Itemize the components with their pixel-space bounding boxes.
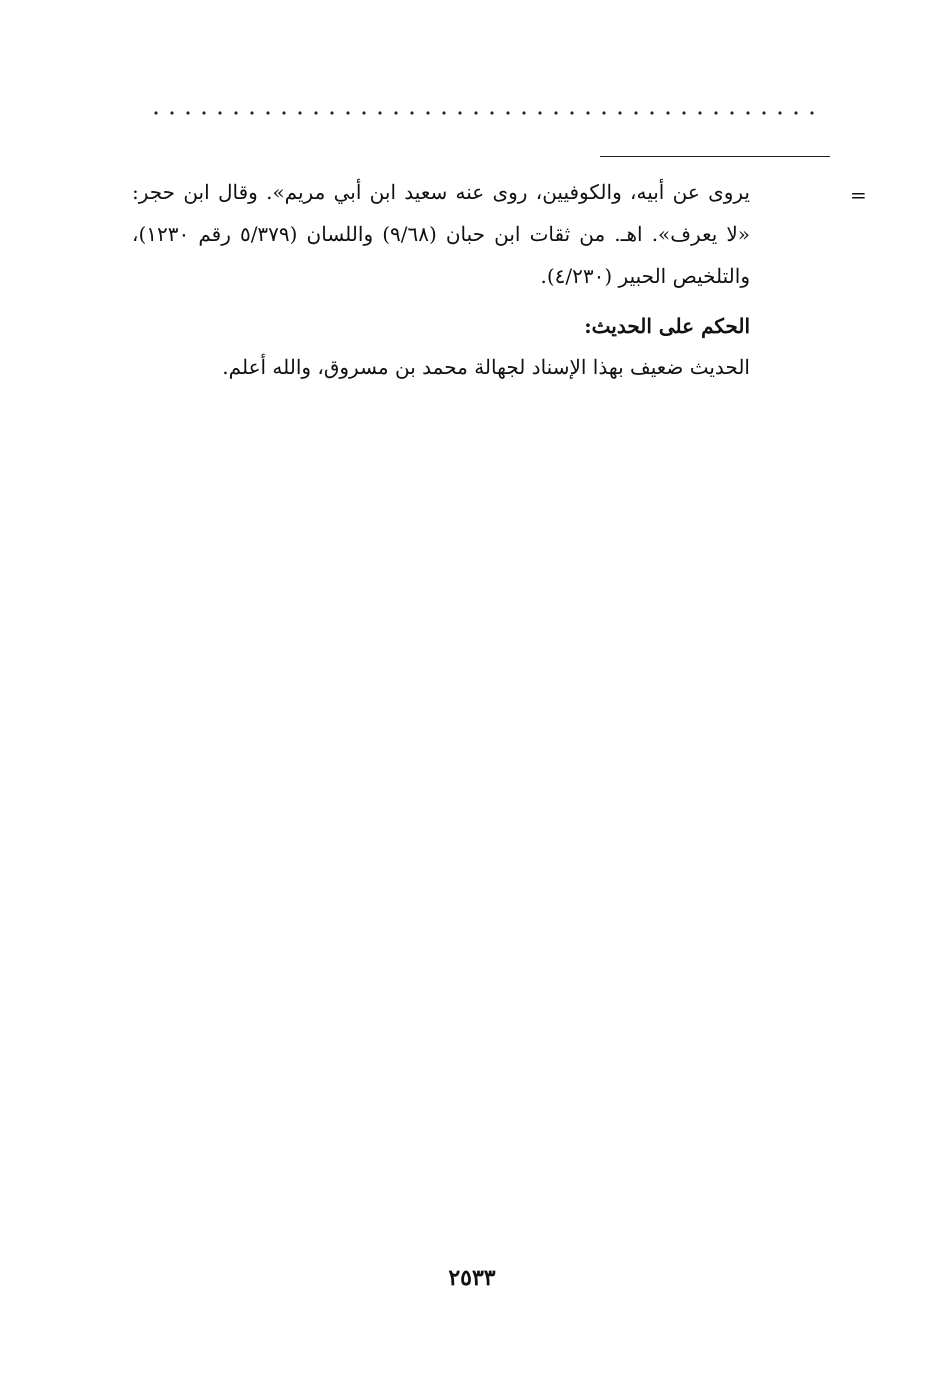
footnote-separator	[600, 156, 830, 157]
footnote-text: يروى عن أبيه، والكوفيين، روى عنه سعيد ابن أبي مريم». وقال ابن حجر: «لا يعرف». اهـ. من ثقات ابن حبان (٩/٦٨) واللسان (٥/٣٧٩ رقم ١٢٣٠)، والتلخيص الحبير (٤/٢٣٠).	[132, 180, 751, 288]
verdict-text: الحديث ضعيف بهذا الإسناد لجهالة محمد بن مسروق، والله أعلم.	[222, 355, 750, 379]
footnote-continuation-mark: =	[850, 183, 867, 207]
dotted-separator	[148, 108, 820, 118]
verdict-heading: الحكم على الحديث:	[584, 314, 750, 338]
page-number: ٢٥٣٣	[448, 1265, 496, 1291]
